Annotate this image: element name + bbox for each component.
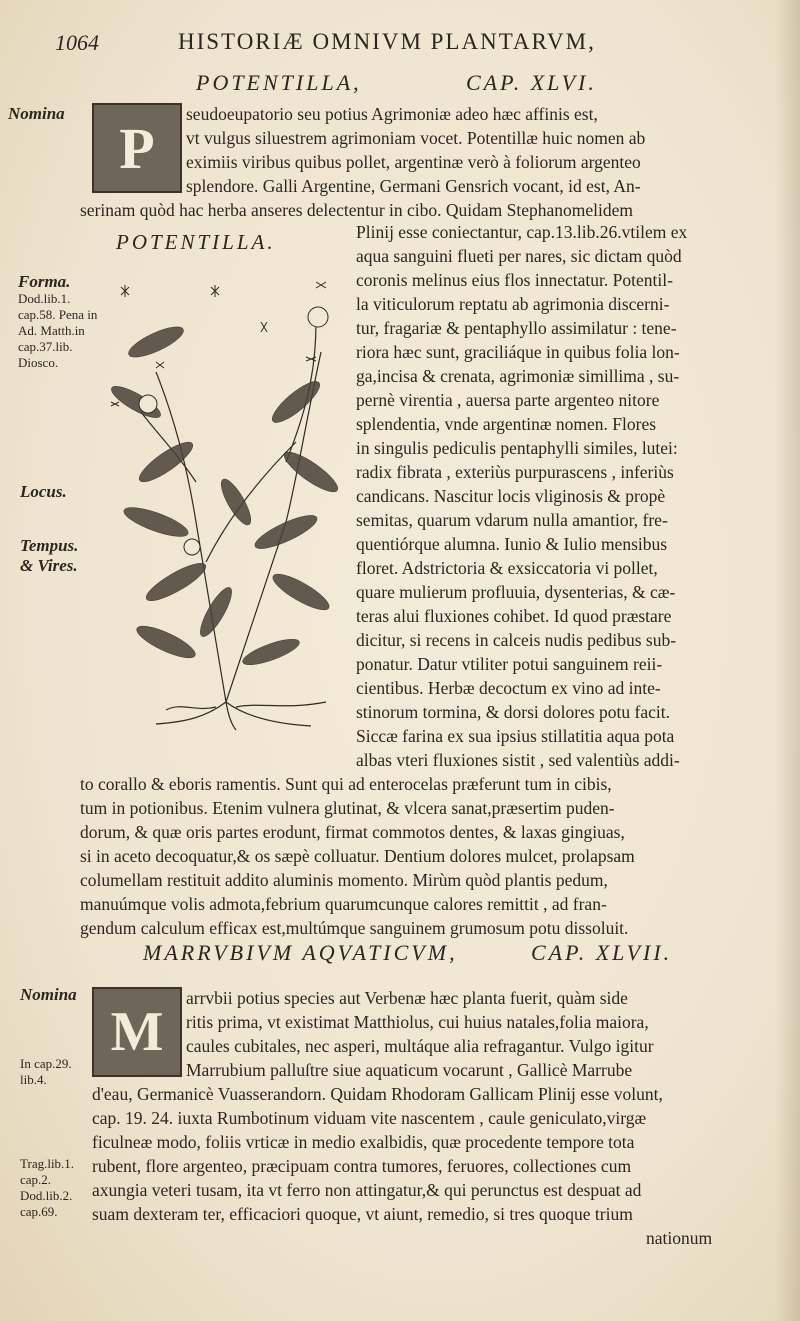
catchword: nationum <box>646 1228 713 1248</box>
figure-caption: POTENTILLA. <box>116 230 276 254</box>
text-line: ga,incisa & crenata, agrimoniæ simillima , su- <box>356 366 680 386</box>
text-line: ficulneæ modo, foliis vrticæ in medio exalbidis, quæ procedente tempore tota <box>92 1132 635 1152</box>
text-line: stinorum tormina, & dorsi dolores potu facit. <box>356 702 670 722</box>
text-line: serinam quòd hac herba anseres delectentur in cibo. Quidam Stephanomelidem <box>80 200 634 220</box>
text-line: cientibus. Herbæ decoctum ex vino ad inte- <box>356 678 661 698</box>
margin-note-nomina: Nomina <box>8 104 65 123</box>
margin-note-tempus-label: Tempus. <box>20 536 79 555</box>
text-line: ritis prima, vt existimat Matthiolus, cui huius natales,folia maiora, <box>186 1012 649 1032</box>
text-line: quare mulierum profluuia, dysenterias, & cæ- <box>356 582 676 602</box>
text-line: caules cubitales, nec asperi, multáque alia refragantur. Vulgo igitur <box>186 1036 654 1056</box>
text-line: to corallo & eboris ramentis. Sunt qui ad enterocelas præferunt tum in cibis, <box>80 774 612 794</box>
text-line: vt vulgus siluestrem agrimoniam vocet. Potentillæ huic nomen ab <box>186 128 646 148</box>
chapter-number: CAP. XLVII. <box>531 940 673 965</box>
margin-note-vires-label: & Vires. <box>20 556 78 575</box>
chapter-number: CAP. XLVI. <box>466 70 597 95</box>
margin-note-nomina: Nomina <box>20 985 77 1004</box>
text-line: quentiórque alumna. Iunio & Iulio mensibus <box>356 534 668 554</box>
text-line: Plinij esse coniectantur, cap.13.lib.26.vtilem ex <box>356 222 688 242</box>
initial-letter: P <box>119 115 155 181</box>
margin-note-forma: Forma. <box>18 272 71 291</box>
decorated-initial <box>92 987 182 1077</box>
text-line: albas vteri fluxiones sistit , sed valentiùs addi- <box>356 750 680 770</box>
text-line: arrvbii potius species aut Verbenæ hæc planta fuerit, quàm side <box>186 988 628 1008</box>
text-line: ponatur. Datur vtiliter potui sanguinem reii- <box>356 654 663 674</box>
text-line: semitas, quarum vdarum nulla amantior, fre- <box>356 510 668 530</box>
text-line: si in aceto decoquatur,& os sæpè colluatur. Dentium dolores mulcet, prolapsam <box>80 846 635 866</box>
chapter-title: POTENTILLA, <box>196 70 362 95</box>
page-number: 1064 <box>55 30 99 55</box>
text-line: pernè virentia , auersa parte argenteo nitore <box>356 390 660 410</box>
text-line: manuúmque volis admota,febrium quarumcunque calores remittit , ad fran- <box>80 894 607 914</box>
text-line: columellam restituit addito aluminis momento. Mirùm quòd plantis pedum, <box>80 870 608 890</box>
running-head: HISTORIÆ OMNIVM PLANTARVM, <box>178 29 596 54</box>
text-line: aqua sanguini flueti per nares, sic dictam quòd <box>356 246 682 266</box>
decorated-initial <box>92 103 182 193</box>
potentilla-illustration <box>96 262 358 732</box>
text-line: radix fibrata , exteriùs purpurascens , inferiùs <box>356 462 674 482</box>
text-line: dicitur, si recens in calceis nudis pedibus sub- <box>356 630 677 650</box>
text-line: teras alui fluxiones cohibet. Id quod præstare <box>356 606 672 626</box>
text-line: riora hæc sunt, graciliáque in quibus folia lon- <box>356 342 680 362</box>
text-line: seudoeupatorio seu potius Agrimoniæ adeo hæc affinis est, <box>186 104 598 124</box>
text-line: la viticulorum reptatu ab agrimonia discerni- <box>356 294 670 314</box>
margin-note-tempus <box>20 536 78 576</box>
margin-note-locus: Locus. <box>20 482 67 501</box>
margin-note-reference: In cap.29. lib.4. <box>20 1056 72 1087</box>
text-line: splendore. Galli Argentine, Germani Gensrich vocant, id est, An- <box>186 176 641 196</box>
text-line: in singulis pediculis pentaphylli similes, lutei: <box>356 438 678 458</box>
text-line: dorum, & quæ oris partes erodunt, firmat commotos dentes, & laxas gingiuas, <box>80 822 625 842</box>
text-line: candicans. Nascitur locis vliginosis & propè <box>356 486 666 506</box>
text-line: floret. Adstrictoria & exsiccatoria vi pollet, <box>356 558 658 578</box>
page-edge-shadow <box>775 0 800 1321</box>
text-line: d'eau, Germanicè Vuasserandorn. Quidam Rhodoram Gallicam Plinij esse volunt, <box>92 1084 663 1104</box>
text-line: rubent, flore argenteo, præcipuam contra tumores, feruores, collectiones cum <box>92 1156 632 1176</box>
text-line: gendum calculum efficax est,multúmque sanguinem grumosum potu dissoluit. <box>80 918 629 938</box>
text-line: eximiis viribus quibus pollet, argentinæ verò à foliorum argenteo <box>186 152 641 172</box>
margin-note-reference: Trag.lib.1. cap.2. Dod.lib.2. cap.69. <box>20 1156 75 1219</box>
text-line: Siccæ farina ex sua ipsius stillatitia aqua pota <box>356 726 675 746</box>
chapter-title: MARRVBIVM AQVATICVM, <box>143 940 458 965</box>
text-line: tum in potionibus. Etenim vulnera glutinat, & vlcera sanat,præsertim puden- <box>80 798 615 818</box>
initial-letter: M <box>110 1001 164 1063</box>
margin-note-references: Dod.lib.1. cap.58. Pena in Ad. Matth.in cap.37.lib. Diosco. <box>18 291 98 370</box>
text-line: tur, fragariæ & pentaphyllo assimilatur : tene- <box>356 318 677 338</box>
text-line: axungia veteri tusam, ita vt ferro non attingatur,& qui perunctus est despuat ad <box>92 1180 642 1200</box>
text-line: splendentia, vnde argentinæ nomen. Flores <box>356 414 657 434</box>
text-line: cap. 19. 24. iuxta Rumbotinum viduam vite nascentem , caule geniculato,virgæ <box>92 1108 647 1128</box>
text-line: coronis melinus eius flos innectatur. Potentil- <box>356 270 673 290</box>
text-line: Marrubium palluſtre siue aquaticum vocarunt , Gallicè Marrube <box>186 1060 633 1080</box>
text-line: suam dexteram ter, efficaciori quoque, vt aiunt, remedio, si tres quoque trium <box>92 1204 633 1224</box>
